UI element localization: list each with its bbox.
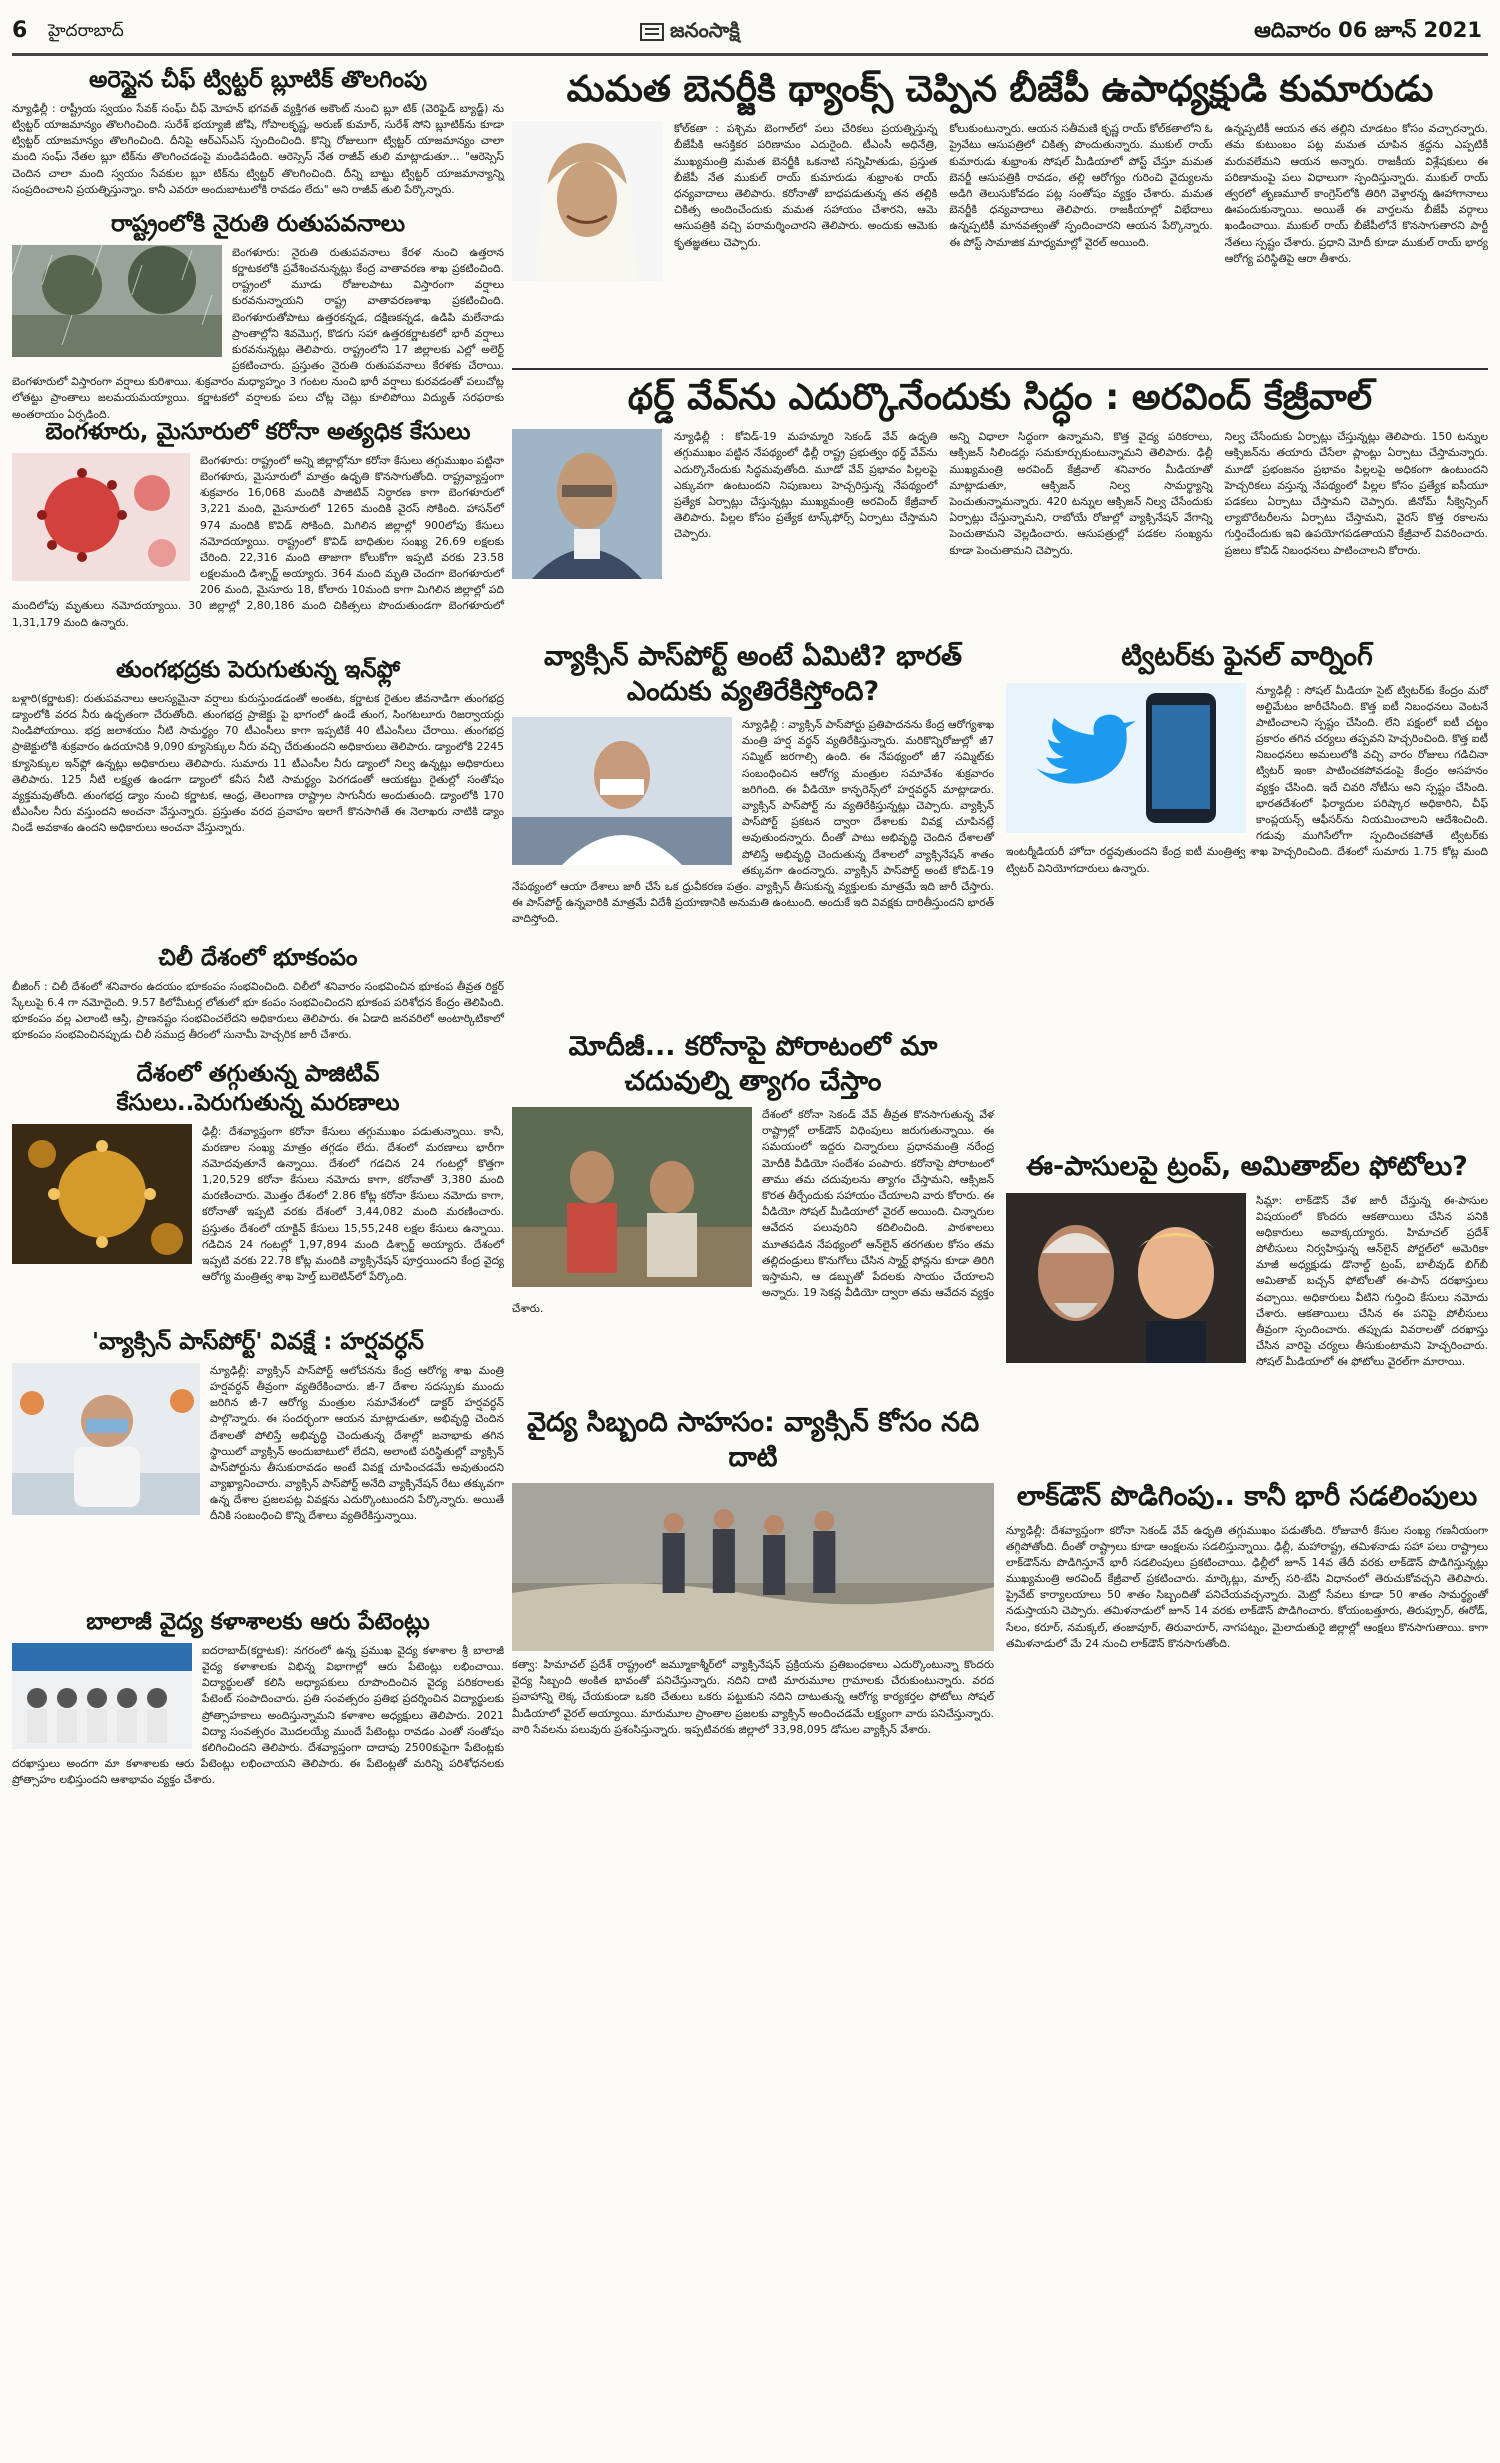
city-label: హైదరాబాద్ [48,21,124,41]
patents-photo [12,1643,192,1749]
paper-name-text: జనంసాక్షి [670,18,740,42]
harsh-vardhan-image [512,717,732,865]
story-deaths-rising [12,1060,504,1318]
story-body-col3: ఉన్నప్పటికీ ఆయన తన తల్లిని చూడటం కోసం వచ్చారన్నారు. తమ కుటుంబం పట్ల మమత చూపిన శ్రద్ధను ఎప్పటికీ మరువలేమని ఆయన అన్నారు. రాజకీయ విశ్లేషకులు ఈ పరిణామంపై పలు విధాలుగా స్పందిస్తున్నారు. ముకుల్‌ రాయ్‌ త్వరలో తృణమూల్‌ కాంగ్రెస్‌లోకి తిరిగి వెళ్తారన్న ఊహాగానాలు ఊపందుకున్నాయి. అయితే ఈ వార్తలను బీజేపీ వర్గాలు ఖండించాయి. ముకుల్‌ రాయ్‌ బీజేపీలోనే కొనసాగుతారని పార్టీ నేతలు స్పష్టం చేశారు. ప్రధాని మోదీ కూడా ముకుల్‌ రాయ్‌ భార్య ఆరోగ్య పరిస్థితిపై ఆరా తీశారు. [1224,122,1488,265]
masthead [12,8,1488,56]
far-right-subcolumn [1006,636,1488,1838]
divider [512,368,1488,370]
minister-image [12,1363,200,1515]
story-body: ఐదరాబాద్‌(కర్ణాటక): నగరంలో ఉన్న ప్రముఖ వైద్య కళాశాల శ్రీ బాలాజీ వైద్య కళాశాలకు విభిన్న విభాగాల్లో ఆరు పేటెంట్లు లభించాయి. విద్యార్థులతో కలిసి అధ్యాపకులు రూపొందించిన వైద్య పరికరాలకు పేటెంట్‌ సంపాదించారు. ప్రతి సంవత్సరం ప్రతిభ ప్రదర్శించిన విద్యార్థులకు ప్రోత్సాహకాలు అందిస్తున్నామని కళాశాల అధ్యక్షులు తెలిపారు. 2021 విద్యా సంవత్సరం మొదలయ్యే ముందే పేటెంట్లు రావడం ఎంతో సంతోషం కలిగించిందని తెలిపారు. దేశవ్యాప్తంగా దాదాపు 2500కుపైగా పేటెంట్లకు దరఖాస్తులు అందగా మా కళాశాలకు ఆరు పేటెంట్లు లభించాయని తెలిపారు. ఈ పేటెంట్లతో మరిన్ని పరిశోధనలకు ప్రోత్సాహం లభిస్తుందని ఆశాభావం వ్యక్తం చేశారు. [12,1643,504,1787]
virus-photo-2 [12,1124,192,1264]
story-body: బీజింగ్‌ : చిలీ దేశంలో శనివారం ఉదయం భూకంపం సంభవించింది. చిలీలో శనివారం సంభవించిన భూకంప తీవ్రత రిక్టర్‌ స్కేలుపై 6.4 గా నమోదైంది. 9.57 కిలోమీటర్ల లోతులో భూ కంపం సంభవించిందని భూకంప పరిశోధన కేంద్రం తెలిపింది. భూకంపం వల్ల ఎలాంటి ఆస్తి, ప్రాణనష్టం సంభవించలేదని అధికారులు తెలిపారు. ఈ ఏడాది జనవరిలో అంటార్కిటికాలో భూకంపం సంభవించినప్పుడు చిలీ సముద్ర తీరంలో సునామీ హెచ్చరిక జారీ చేశారు. [12,979,504,1042]
headline: ట్విటర్‌కు ఫైనల్‌ వార్నింగ్‌ [1121,641,1373,672]
headline: చిలీ దేశంలో భూకంపం [158,945,358,971]
kids-image [512,1107,752,1287]
story-mamata-thanks [512,68,1488,358]
story-lockdown-extension [1006,1480,1488,1828]
headline: అరెస్టైన చీఫ్‌ ట్విట్టర్‌ బ్లూటిక్‌ తొలగింపు [88,67,428,93]
story-body-col2: కోలుకుంటున్నారు. ఆయన సతీమణి కృష్ణ రాయ్‌ కోల్‌కతాలోని ఓ ప్రైవేటు ఆసుపత్రిలో చికిత్స పొందుతున్నారు. ముకుల్‌ రాయ్‌ కుమారుడు శుభ్రాంశు సోషల్‌ మీడియాలో పోస్ట్‌ చేస్తూ మమత బెనర్జీ ఆసుపత్రికి రావడం, తల్లి ఆరోగ్యం గురించి వైద్యులను అడిగి తెలుసుకోవడం పట్ల సంతోషం వ్యక్తం చేశారు. మమత బెనర్జీకి ధన్యవాదాలు తెలిపారు. రాజకీయాల్లో విభేదాలు ఉన్నప్పటికీ మానవత్వంతో స్పందించారని ఆయన పేర్కొన్నారు. ఈ పోస్ట్‌ సామాజిక మాధ్యమాల్లో వైరల్‌ అయింది. [949,122,1213,249]
middle-subcolumn [512,636,994,1838]
kejriwal-image [512,429,662,579]
mamata-photo [512,121,662,281]
kejriwal-photo [512,429,662,579]
story-body-col1: న్యూఢిల్లీ : కోవిడ్‌-19 మహమ్మారి సెకండ్‌ వేవ్‌ ఉధృతి తగ్గుముఖం పట్టిన నేపథ్యంలో ఢిల్లీ రాష్ట్ర ప్రభుత్వం థర్డ్‌ వేవ్‌ను ఎదుర్కొనేందుకు సిద్ధమవుతోంది. మూడో వేవ్‌ ప్రభావం పిల్లలపై ఎక్కువగా ఉంటుందని నిపుణులు హెచ్చరిస్తున్న నేపథ్యంలో ప్రత్యేక ఏర్పాట్లు చేస్తున్నట్లు ముఖ్యమంత్రి అరవింద్‌ కేజ్రీవాల్‌ తెలిపారు. పిల్లల కోసం ప్రత్యేక టాస్క్‌ఫోర్స్‌ ఏర్పాటు చేస్తామని చెప్పారు. [674,430,938,541]
river-photo [512,1483,994,1651]
story-vaccine-passport-explain [512,640,994,1020]
rain-photo [12,245,222,357]
story-body: బళ్లారి(కర్ణాటక): రుతుపవనాలు ఆలస్యమైనా వర్షాలు కురుస్తుండడంతో అంతట, కర్ణాటక రైతుల జీవనాడిగా తుంగభద్ర డ్యాంలోకి వరద నీరు ఉధృతంగా చేరుతోంది. తుంగభద్ర ప్రాజెక్టు పై భాగంలో ఉండే తుంగ, సింగటలూరు రిజర్వాయర్లు నిండిపోయాయి. భద్ర జలాశయం నీటి సామర్థ్యం 70 టీఎంసీలు కాగా ఇప్పటికే 40 టీఎంసీలు చేరాయి. తుంగభద్ర ప్రాజెక్టులోకి శుక్రవారం ఉదయానికి 9,090 క్యూసెక్కుల నీరు వచ్చి చేరుతుందని అధికారులు తెలిపారు. డ్యాంలోకి 2245 క్యూసెక్కుల ఇన్‌ఫ్లో ఉన్నట్లు అధికారులు తెలిపారు. సుమారు 11 టీఎంసీల నీరు డ్యాంలో నిల్వ ఉన్నట్లు అధికారులు తెలిపారు. 125 నీటి లక్ష్యత ఉండగా డ్యాంలో కనీస నీటి సామర్థ్యం పెరగడంతో ఆయకట్టు రైతుల్లో సంతోషం వ్యక్తమవుతోంది. తుంగభద్ర డ్యాం నుంచి కర్ణాటక, ఆంధ్ర, తెలంగాణ రాష్ట్రాల సాగునీరు అందుతుంది. డ్యాంలోకి 170 టీఎంసీల నీరు వస్తుందని అంచనా వేస్తున్నారు. ప్రస్తుతం వరద ప్రవాహం ఇలాగే కొనసాగితే ఈ నెలాఖరు నాటికి డ్యాం నిండే అవకాశం ఉందని అధికారులు అంచనా వేస్తున్నారు. [12,691,504,835]
story-kejriwal-third-wave [512,376,1488,626]
headline: దేశంలో తగ్గుతున్న పాజిటివ్‌ కేసులు..పెరుగుతున్న మరణాలు [116,1061,400,1116]
story-body: న్యూఢిల్లీ : సోషల్‌ మీడియా సైట్‌ ట్విటర్‌కు కేంద్రం మరో అల్టిమేటం జారీచేసింది. కొత్త ఐటీ నిబంధనలు వెంటనే పాటించాలని స్పష్టం చేసింది. లేని పక్షంలో ఐటీ చట్టం ప్రకారం తగిన చర్యలు తప్పవని హెచ్చరించింది. కొత్త ఐటీ నిబంధనలు అమలులోకి వచ్చి వారం రోజులు గడిచినా ట్విటర్‌ ఇంకా పాటించకపోవడంపై కేంద్రం అసహనం వ్యక్తం చేసింది. ఇదే చివరి నోటీసు అని స్పష్టం చేసింది. భారతదేశంలో ఫిర్యాదుల పరిష్కార అధికారిని, చీఫ్‌ కాంప్లయన్స్‌ ఆఫీసర్‌ను నియమించాలని ఆదేశించింది. గడువు ముగిసేలోగా స్పందించకపోతే ట్విటర్‌కు ఇంటర్మీడియరీ హోదా రద్దవుతుందని కేంద్ర ఐటీ మంత్రిత్వ శాఖ హెచ్చరించింది. దేశంలో సుమారు 1.75 కోట్ల మంది ట్విటర్‌ వినియోగదారులు ఉన్నారు. [1006,683,1488,875]
story-body: బెంగళూరు: రాష్ట్రంలో అన్ని జిల్లాల్లోనూ కరోనా కేసులు తగ్గుముఖం పట్టినా బెంగళూరు, మైసూరులో మాత్రం ఉధృతి కొనసాగుతోంది. రాష్ట్రవ్యాప్తంగా శుక్రవారం 16,068 మందికి పాజిటివ్‌ నిర్ధారణ కాగా బెంగళూరులో 3,221 మంది, మైసూరులో 1265 మందికి వైరస్‌ సోకింది. హాసన్‌లో 974 మందికి కొవిడ్‌ సోకింది. మిగిలిన జిల్లాల్లో 900లోపు కేసులు నమోదయ్యాయి. రాష్ట్రంలో కొవిడ్‌ బాధితుల సంఖ్య 26.69 లక్షలకు చేరింది. 22,316 మంది తాజాగా కోలుకోగా ఇప్పటి వరకు 23.58 లక్షలమంది డిశ్చార్జ్‌ అయ్యారు. 364 మంది మృతి చెందగా బెంగళూరులో 206 మంది, మైసూరు 18, కోలారు 10మంది కాగా మిగిలిన జిల్లాల్లో పది మందిలోపు మృతులు నమోదయ్యాయి. 30 జిల్లాల్లో 2,80,186 మంది చికిత్సలు పొందుతుండగా బెంగళూరులో 1,31,179 మంది ఉన్నారు. [12,453,504,629]
virus-photo [12,453,190,581]
story-twitter-warning [1006,640,1488,1140]
story-vaccine-passport-harsh [12,1328,504,1598]
minister-photo [12,1363,200,1515]
rain-image [12,245,222,357]
story-body: ఢిల్లీ: దేశవ్యాప్తంగా కరోనా కేసులు తగ్గుముఖం పడుతున్నాయి. కానీ, మరణాల సంఖ్య మాత్రం తగ్గడం లేదు. దేశంలో మరణాలు భారీగా నమోదవుతూనే ఉన్నాయి. దేశంలో గడచిన 24 గంటల్లో కొత్తగా 1,20,529 కరోనా కేసులు నమోదు కాగా, కరోనాతో 3,380 మంది మరణించారు. మొత్తం దేశంలో 2.86 కోట్ల కరోనా కేసులు నమోదు కాగా, కరోనాతో ఇప్పటి వరకు దేశంలో 3,44,082 మంది మరణించారు. ప్రస్తుతం దేశంలో యాక్టివ్‌ కేసులు 15,55,248 లక్షల కేసులు ఉన్నాయి. గడిచిన 24 గంటల్లో 1,97,894 మంది డిశ్చార్జ్‌ అయ్యారు. దేశంలో ఇప్పటి వరకు 22.78 కోట్ల మందికి వ్యాక్సినేషన్‌ పూర్తయిందని కేంద్ర వైద్య ఆరోగ్య మంత్రిత్వ శాఖ హెల్త్‌ బులెటిన్‌లో పేర్కొంది. [202,1124,504,1284]
lower-right-split [512,636,1488,1838]
page-number: 6 [12,18,28,43]
river-image [512,1483,994,1651]
headline: మోదీజీ... కరోనాపై పోరాటంలో మా చదువుల్ని త్యాగం చేస్తాం [568,1031,938,1097]
story-body: న్యూఢిల్లీ: వ్యాక్సిన్‌ పాస్‌పోర్ట్‌ ఆలోచనను కేంద్ర ఆరోగ్య శాఖ మంత్రి హర్షవర్ధన్‌ తీవ్రంగా వ్యతిరేకించారు. జీ-7 దేశాల సదస్సుకు ముందు జరిగిన జీ-7 ఆరోగ్య మంత్రుల సమావేశంలో డాక్టర్‌ హర్షవర్ధన్‌ పాల్గొన్నారు. ఈ సందర్భంగా ఆయన మాట్లాడుతూ, అభివృద్ధి చెందిన దేశాలతో పోలిస్తే అభివృద్ధి చెందుతున్న దేశాల్లో జనాభాకు తగిన స్థాయిలో వ్యాక్సిన్‌ అందుబాటులో లేదని, అలాంటి పరిస్థితుల్లో వ్యాక్సిన్‌ పాస్‌పోర్టును తీసుకురావడం అంటే వివక్ష చూపించడమే అవుతుందని వ్యాఖ్యానించారు. వ్యాక్సిన్‌ పాస్‌పోర్ట్‌ అనేది వ్యాక్సినేషన్‌ రేటు తక్కువగా ఉన్న దేశాల ప్రజలపట్ల వివక్షను ఎదుర్కొంటుందని పేర్కొన్నారు. అయితే దీనికి సంబంధించి కొన్ని దేశాలు వ్యతిరేకిస్తున్నాయి. [210,1363,504,1523]
trump-amitabh-image [1006,1193,1246,1363]
headline: మమత బెనర్జీకి థ్యాంక్స్‌ చెప్పిన బీజేపీ ఉపాధ్యక్షుడి కుమారుడు [566,69,1434,110]
story-kids-letter-modi [512,1030,994,1396]
story-tungabhadra [12,656,504,934]
story-body: న్యూఢిల్లీ : వ్యాక్సిన్‌ పాస్‌పోర్టు ప్రతిపాదనను కేంద్ర ఆరోగ్యశాఖ మంత్రి హర్ష వర్థన్‌ వ్యతిరేకిస్తున్నారు. మరికొన్నిరోజుల్లో జీ7 సమ్మిట్‌ జరగాల్సి ఉంది. ఈ నేపథ్యంలో జీ7 సమ్మిట్‌కు సంబంధించిన ఆరోగ్య మంత్రుల సమావేశం శుక్రవారం జరిగింది. ఈ వీడియో కాన్ఫరెన్స్‌లో హర్షవర్ధన్‌ మాట్లాడారు. వ్యాక్సిన్‌ పాస్‌పోర్ట్‌ ను వ్యతిరేకిస్తున్నట్లు చెప్పారు. వ్యాక్సిన్‌ పాస్‌పోర్ట్‌ ప్రకటన ద్వారా దేశాలకు వివక్ష చూపినట్లే అవుతుందన్నారు. దీంతో పాటు అభివృద్ధి చెందిన దేశాలతో పోలిస్తే అభివృద్ధి చెందుతున్న దేశాలలో వ్యాక్సినేషన్‌ శాతం తక్కువగా ఉందన్నారు. వ్యాక్సిన్‌ పాస్‌పోర్ట్‌ అంటే కోవిడ్‌-19 నేపథ్యంలో ఆయా దేశాలు జారీ చేసే ఒక ధ్రువీకరణ పత్రం. వ్యాక్సిన్‌ తీసుకున్న వ్యక్తులకు మాత్రమే ఇది జారీ చేస్తారు. ఈ పాస్‌పోర్ట్‌ ఉన్నవారికి మాత్రమే విదేశీ ప్రయాణానికి అనుమతి ఉంటుంది. అందుకే ఇది వివక్షకు దారితీస్తుందని భారత్‌ వాదిస్తోంది. [512,718,994,926]
story-body: బెంగళూరు: నైరుతి రుతుపవనాలు కేరళ నుంచి ఉత్తరాన కర్ణాటకలోకి ప్రవేశించనున్నట్లు కేంద్ర వాతావరణ శాఖ ప్రకటించింది. రాష్ట్రంలో మూడు రోజులపాటు విస్తారంగా వర్షాలు కురవనున్నాయని రాష్ట్ర వాతావరణశాఖ ప్రకటించింది. బెంగళూరుతోపాటు ఉత్తరకన్నడ, దక్షిణకన్నడ, ఉడిపి మలేనాడు ప్రాంతాల్లోని శివమొగ్గ, కొడగు సహా ఉత్తరకర్ణాటకలో భారీ వర్షాలు కురవనున్నట్లు తెలిపారు. రాష్ట్రంలోని 17 జిల్లాలకు ఎల్లో అలెర్ట్‌ ప్రకటించారు. ప్రస్తుతం నైరుతి రుతుపవనాలు కేరళకు చేరాయి. బెంగళూరులో విస్తారంగా వర్షాలు కురిశాయి. శుక్రవారం మధ్యాహ్నం 3 గంటల నుంచి భారీ వర్షాలు కురవడంతో పలుచోట్ల లోతట్టు ప్రాంతాలు జలమయమయ్యాయి. కర్ణాటకలో వర్షాలకు పలు చోట్ల చెట్లు కూలిపోయి విద్యుత్‌ సరఫరాకు అంతరాయం ఏర్పడింది. [12,245,504,421]
kids-photo [512,1107,752,1287]
story-body: దేశంలో కరోనా సెకండ్‌ వేవ్‌ తీవ్రత కొనసాగుతున్న వేళ రాష్ట్రాల్లో లాక్‌డౌన్‌ విధింపులు జరుగుతున్నాయి. ఈ సమయంలో ఇద్దరు చిన్నారులు ప్రధానమంత్రి నరేంద్ర మోదీకి వీడియో సందేశం పంపారు. కరోనాపై పోరాటంలో తాము తమ చదువులను త్యాగం చేస్తామని, ఆక్సిజన్‌ కొరత తీర్చేందుకు సహాయం చేయాలని వారు కోరారు. ఈ వీడియో సోషల్‌ మీడియాలో వైరల్‌ అయింది. చిన్నారుల ఆవేదన పలువురిని కదిలించింది. పాఠశాలలు మూతపడిన నేపథ్యంలో ఆన్‌లైన్‌ తరగతుల కోసం తమ తల్లిదండ్రులు కొనుగోలు చేసిన స్మార్ట్‌ ఫోన్లను కూడా తిరిగి ఇస్తామని, ఆ డబ్బుతో పేదలకు సాయం చేయాలని అన్నారు. 19 సెకన్ల వీడియో ద్వారా తమ ఆవేదన వ్యక్తం చేశారు. [512,1108,994,1316]
headline: బెంగళూరు, మైసూరులో కరోనా అత్యధిక కేసులు [45,419,471,445]
virus-image [12,453,190,581]
story-bengaluru-mysuru [12,418,504,646]
headline: థర్డ్‌ వేవ్‌ను ఎదుర్కొనేందుకు సిద్ధం : అరవింద్‌ కేజ్రీవాల్‌ [627,377,1373,418]
story-health-workers-river [512,1406,994,1806]
harsh-vardhan-photo [512,717,732,865]
right-column [512,64,1488,1838]
twitter-photo [1006,683,1246,833]
story-body: న్యూఢిల్లీ : రాష్ట్రీయ స్వయం సేవక్‌ సంఘ్‌ చీఫ్‌ మోహన్‌ భగవత్‌ వ్యక్తిగత అకౌంట్‌ నుంచి బ్లూ టిక్‌ (వెరిఫైడ్‌ బ్యాడ్జ్‌) ను ట్విట్టర్‌ యాజమాన్యం తొలగించింది. సురేశ్‌ భయ్యాజీ జోషి, గోపాలకృష్ణ, అరుణ్‌ కుమార్‌, సురేశ్‌ సోని బ్లూటిక్‌ను కూడా ట్విట్టర్‌ యాజమాన్యం తొలగించింది. దీనిపై ఆర్‌ఎస్‌ఎస్‌ స్పందించింది. కొన్ని రోజులుగా ట్విట్టర్‌ యాజమాన్యం చాలా మంది సంఘ్‌ నేతల బ్లూ టిక్‌ను తొలగించడంపై మండిపడింది. ఆరెస్సెస్‌ నేత రాజీవ్‌ తులి మాట్లాడుతూ... "ఆరెస్సెస్‌ చెందిన చాలా మంది స్వయం సేవకుల బ్లూ టిక్‌ను ట్విట్టర్‌ తొలగించింది. దీన్ని బాట్టు ట్విట్టర్‌ యాజమాన్యాన్ని సంప్రదించాలని ప్రయత్నిస్తున్నాం. కానీ ఎవరూ అందుబాటులోకి రావడం లేదు" అని రాజీవ్‌ తులి పేర్కొన్నారు. [12,101,504,196]
headline: తుంగభద్రకు పెరుగుతున్న ఇన్‌ఫ్లో [116,657,400,683]
story-body-col1: కోల్‌కతా : పశ్చిమ బెంగాల్‌లో పలు చేరికలు ప్రయత్నిస్తున్న బీజేపీకి ఆసక్తికర పరిణామం ఎదురైంది. టీఎంసీ అధినేత్రి, ముఖ్యమంత్రి మమత బెనర్జీకి ఒకనాటి సన్నిహితుడు, ప్రస్తుత బీజేపీ నేత ముకుల్‌ రాయ్‌ కుమారుడు శుభ్రాంశు రాయ్‌ ధన్యవాదాలు తెలిపారు. కరోనాతో బాధపడుతున్న తన తల్లికి చికిత్స అందించేందుకు మమత సహాయం చేశారని, ఆమె ఆసుపత్రికి వచ్చి పరామర్శించారని తెలిపారు. అందుకు ఆమెకు కృతజ్ఞతలు చెప్పారు. [674,122,938,249]
story-monsoon [12,210,504,421]
headline: వైద్య సిబ్బంది సాహసం: వ్యాక్సిన్‌ కోసం నది దాటి [526,1407,980,1473]
headline: 'వ్యాక్సిన్‌ పాస్‌పోర్ట్‌' వివక్షే : హర్షవర్ధన్‌ [92,1329,424,1355]
story-chile-quake [12,944,504,1050]
story-body: కత్వా: హిమాచల్‌ ప్రదేశ్‌ రాష్ట్రంలో జమ్మూకాశ్మీర్‌లో వ్యాక్సినేషన్‌ ప్రక్రియను ప్రతిబంధకాలు ఎదుర్కొంటున్నా కొందరు వైద్య సిబ్బంది అంకిత భావంతో పనిచేస్తున్నారు. నదిని దాటి మారుమూల గ్రామాలకు చేరుకుంటున్నారు. వరద ప్రవాహాన్ని లెక్క చేయకుండా ఒకరి చేతులు ఒకరు పట్టుకుని నదిని దాటుతున్న ఆరోగ్య కార్యకర్తల ఫోటోలు సోషల్‌ మీడియాలో వైరల్‌ అయ్యాయి. మారుమూల ప్రాంతాల ప్రజలకు వ్యాక్సిన్‌ అందించడమే లక్ష్యంగా వారు పనిచేస్తున్నారు. వారి సేవలను పలువురు ప్రశంసిస్తున్నారు. ఇప్పటివరకు జిల్లాలో 33,98,095 డోసుల వ్యాక్సిన్‌ వేశారు. [512,1658,994,1736]
story-body: సిమ్లా: లాక్‌డౌన్‌ వేళ జారీ చేస్తున్న ఈ-పాసుల విషయంలో కొందరు ఆకతాయిలు చేసిన పనికి అధికారులు అవాక్కయ్యారు. హిమాచల్‌ ప్రదేశ్‌ పోలీసులు నిర్వహిస్తున్న ఆన్‌లైన్‌ పోర్టల్‌లో అమెరికా మాజీ అధ్యక్షుడు డొనాల్డ్‌ ట్రంప్‌, బాలీవుడ్‌ బిగ్‌బీ అమితాబ్‌ బచ్చన్‌ ఫోటోలతో ఈ-పాస్‌ దరఖాస్తులు వచ్చాయి. అధికారులు వీటిని గుర్తించి కేసులు నమోదు చేశారు. ఆకతాయిలు చేసిన ఈ పనిపై పోలీసులు తీవ్రంగా స్పందించారు. తప్పుడు వివరాలతో దరఖాస్తు చేసిన వారిపై చర్యలు తీసుకుంటామని హెచ్చరించారు. సోషల్‌ మీడియాలో ఈ ఫోటోలు వైరల్‌గా మారాయి. [1256,1193,1488,1369]
headline: బాలాజీ వైద్య కళాశాలకు ఆరు పేటెంట్లు [86,1609,430,1635]
virus-image-2 [12,1124,192,1264]
trump-amitabh-photo [1006,1193,1246,1363]
story-balaji-patents [12,1608,504,1880]
twitter-logo-image [1006,683,1246,833]
headline: రాష్ట్రంలోకి నైరుతి రుతుపవనాలు [110,211,406,237]
issue-date: ఆదివారం 06 జూన్ 2021 [1254,18,1482,42]
paper-name [640,18,740,47]
mamata-image [512,121,662,281]
left-column [12,64,504,1890]
headline: లాక్‌డౌన్‌ పొడిగింపు.. కానీ భారీ సడలింపులు [1016,1481,1478,1512]
headline: ఈ-పాసులపై ట్రంప్‌, అమితాబ్‌ల ఫోటోలు? [1026,1151,1468,1182]
story-twitter-bluetick [12,66,504,200]
headline: వ్యాక్సిన్‌ పాస్‌పోర్ట్‌ అంటే ఏమిటి? భారత్‌ ఎందుకు వ్యతిరేకిస్తోంది? [543,641,963,707]
story-body: న్యూఢిల్లీ: దేశవ్యాప్తంగా కరోనా సెకండ్‌ వేవ్‌ ఉధృతి తగ్గుముఖం పడుతోంది. రోజువారీ కేసుల సంఖ్య గణనీయంగా తగ్గిపోతోంది. దీంతో రాష్ట్రాలు కూడా ఆంక్షలను సడలిస్తున్నాయి. ఢిల్లీ, మహారాష్ట్ర, తమిళనాడు సహా పలు రాష్ట్రాలు లాక్‌డౌన్‌ను పొడిగిస్తూనే భారీ సడలింపులు ప్రకటించాయి. ఢిల్లీలో జూన్‌ 14వ తేదీ వరకు లాక్‌డౌన్‌ పొడిగిస్తున్నట్లు ముఖ్యమంత్రి అరవింద్‌ కేజ్రీవాల్‌ ప్రకటించారు. మార్కెట్లు, మాల్స్‌ సరి-బేసి విధానంలో తెరుచుకోవచ్చని తెలిపారు. ప్రైవేట్‌ కార్యాలయాలు 50 శాతం సిబ్బందితో పనిచేయవచ్చన్నారు. మెట్రో సేవలు కూడా 50 శాతం సామర్థ్యంతో నడుస్తాయని చెప్పారు. తమిళనాడులో జూన్‌ 14 వరకు లాక్‌డౌన్‌ పొడిగించారు. కోయంబత్తూరు, తిరుప్పూర్‌, ఈరోడ్‌, సేలం, కరూర్‌, నమక్కల్‌, తంజావూర్‌, తిరువారూర్‌, నాగపట్నం, మైలాదుతురై జిల్లాల్లో ఆంక్షలు కొనసాగుతాయి. కాగా తమిళనాడులో మే 24 నుంచి లాక్‌డౌన్‌ కొనసాగుతోంది. [1006,1523,1488,1650]
story-body-col2: అన్ని విధాలా సిద్ధంగా ఉన్నామని, కొత్త వైద్య పరికరాలు, ఆక్సిజన్‌ సిలిండర్లు సమకూర్చుకుంటున్నామని తెలిపారు. ఢిల్లీ ముఖ్యమంత్రి అరవింద్‌ కేజ్రీవాల్‌ శనివారం మీడియాతో మాట్లాడుతూ, ఆక్సిజన్‌ నిల్వ సామర్థ్యాన్ని పెంచుతున్నామన్నారు. 420 టన్నుల ఆక్సిజన్‌ నిల్వ చేసేందుకు ఏర్పాట్లు చేస్తున్నామని, రాబోయే రోజుల్లో వ్యాక్సినేషన్‌ వేగాన్ని పెంచుతామని వెల్లడించారు. ఆసుపత్రుల్లో పడకల సంఖ్యను కూడా పెంచుతామని చెప్పారు. [949,430,1213,557]
story-body-col3: నిల్వ చేసేందుకు ఏర్పాట్లు చేస్తున్నట్లు తెలిపారు. 150 టన్నుల ఆక్సిజన్‌ను తయారు చేసేలా ప్లాంట్లు ఏర్పాటు చేస్తామన్నారు. మూడో ప్రభంజనం ప్రభావం పిల్లలపై అధికంగా ఉంటుందని హెచ్చరికలు వస్తున్న నేపథ్యంలో పిల్లల కోసం ప్రత్యేక ఐసీయూ పడకలు ఏర్పాటు చేస్తామని చెప్పారు. జీనోమ్‌ సీక్వెన్సింగ్‌ ల్యాబొరేటరీలను ఏర్పాటు చేస్తామని, వైరస్‌ కొత్త రకాలను గుర్తించేందుకు ఇవి ఉపయోగపడతాయని కేజ్రీవాల్‌ వివరించారు. ప్రజలు కోవిడ్‌ నిబంధనలు పాటించాలని కోరారు. [1224,430,1488,557]
story-epass-trump-amitabh [1006,1150,1488,1470]
newspaper-logo-icon [640,21,664,43]
patents-image [12,1643,192,1749]
